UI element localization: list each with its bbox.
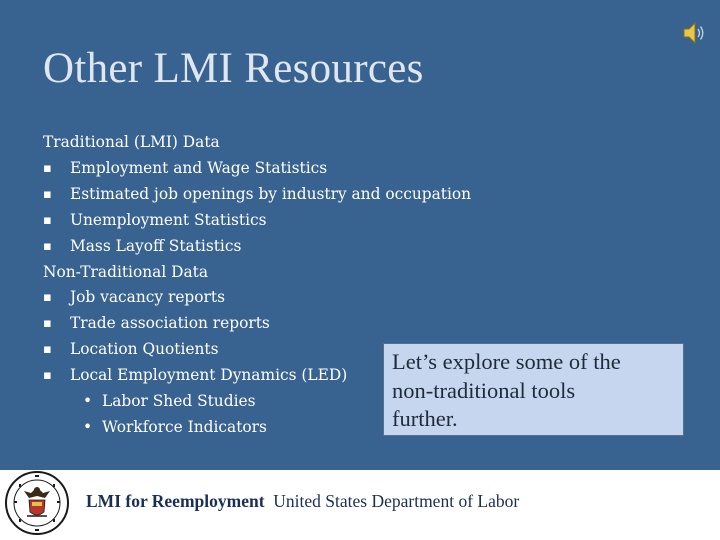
bullet-item: ▪ Unemployment Statistics [43, 208, 471, 234]
callout-line: Let’s explore some of the [392, 349, 621, 374]
bullet-item: ▪ Estimated job openings by industry and occupation [43, 182, 471, 208]
bullet-item: ▪ Job vacancy reports [43, 285, 471, 311]
bullet-item: ▪ Mass Layoff Statistics [43, 234, 471, 260]
callout-box [383, 343, 684, 436]
speaker-icon[interactable] [682, 20, 706, 46]
dol-seal-icon [4, 470, 70, 536]
body-heading: Non-Traditional Data [43, 262, 209, 281]
footer-program: LMI for Reemployment [86, 491, 265, 511]
sub-bullet-item: • Workforce Indicators [43, 415, 471, 441]
callout-line: non-traditional tools [392, 377, 576, 403]
sub-bullet-item: • Labor Shed Studies [43, 389, 471, 415]
bullet-item: ▪ Local Employment Dynamics (LED) [43, 363, 471, 389]
footer-agency: United States Department of Labor [273, 491, 520, 511]
callout-line: further. [392, 406, 458, 431]
body-heading: Traditional (LMI) Data [43, 133, 220, 151]
slide-title: Other LMI Resources [43, 45, 424, 92]
bullet-item: ▪ Trade association reports [43, 311, 471, 337]
bullet-item: ▪ Employment and Wage Statistics [43, 156, 471, 182]
footer-text [86, 491, 519, 512]
bullet-item: ▪ Location Quotients [43, 337, 471, 363]
